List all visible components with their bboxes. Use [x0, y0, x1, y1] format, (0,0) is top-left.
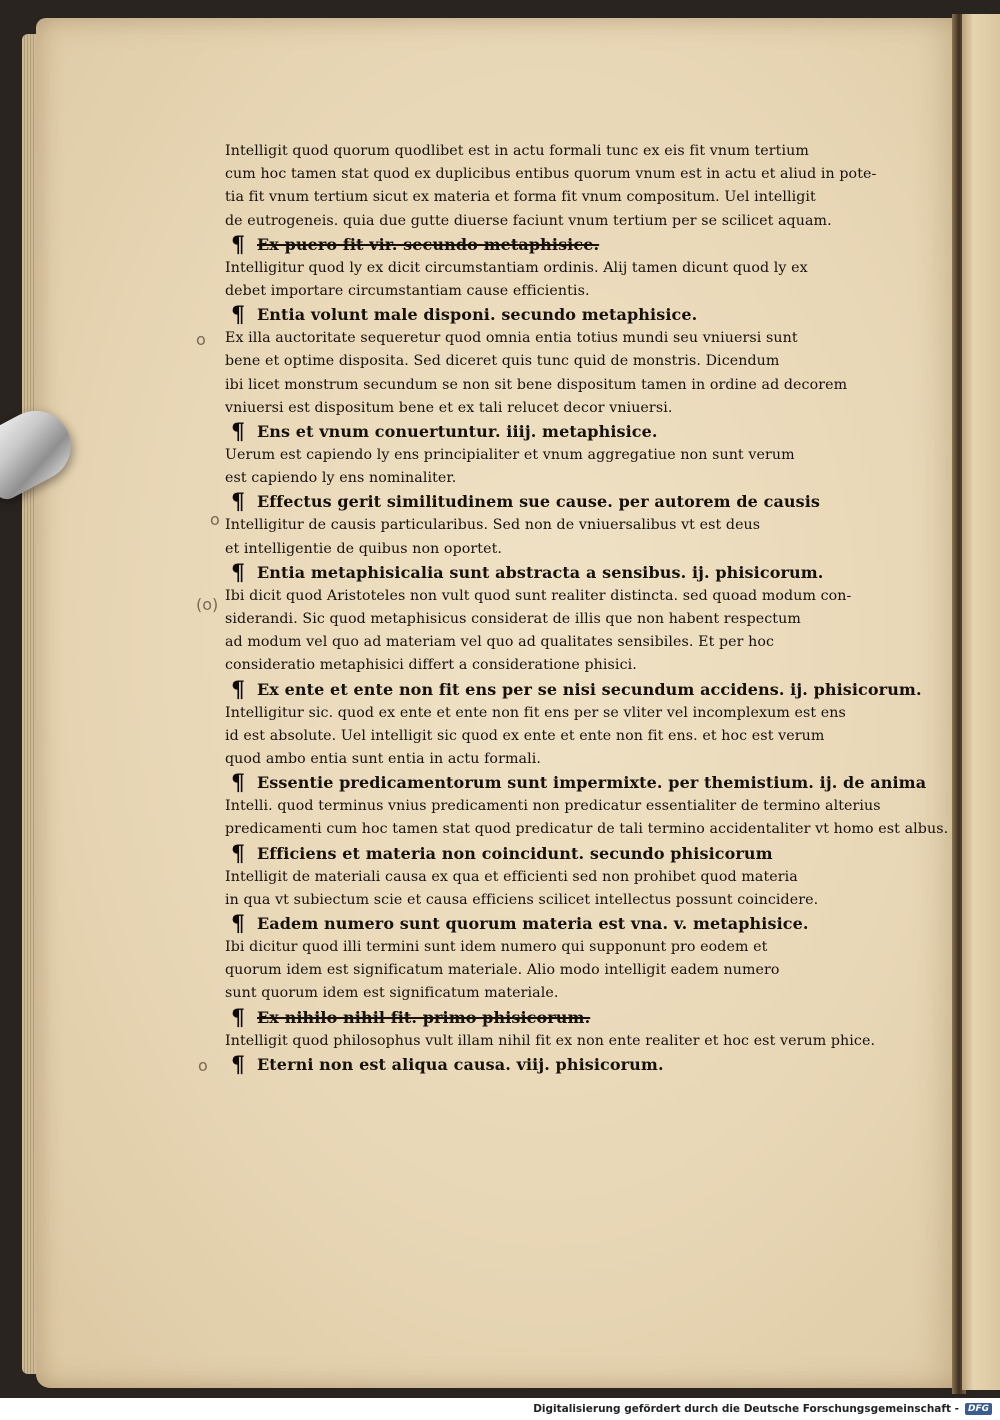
text-entry [225, 912, 885, 1006]
pilcrow-icon: ¶ [230, 911, 246, 938]
text-line: sunt quorum idem est significatum materiale. [225, 985, 559, 1002]
text-line: quod ambo entia sunt entia in actu formali. [225, 751, 541, 768]
text-line: in qua vt subiectum scie et causa efficiens scilicet intellectus possunt coincidere. [225, 891, 819, 908]
entry-heading [225, 912, 885, 936]
text-entry [225, 1006, 885, 1053]
pilcrow-icon: ¶ [230, 1051, 246, 1078]
text-entry [225, 676, 922, 772]
text-line: tia fit vnum tertium sicut ex materia et forma fit vnum compositum. Uel intelligit [225, 189, 816, 206]
text-line: cum hoc tamen stat quod ex duplicibus entibus quorum vnum est in actu et aliud in pote- [225, 166, 877, 183]
margin-mark: o [210, 510, 220, 529]
text-line: siderandi. Sic quod metaphisicus considerat de illis que non habent respectum [225, 611, 801, 628]
text-line: Intelligitur sic. quod ex ente et ente non fit ens per se vliter vel incomplexum est ens [225, 704, 846, 721]
text-line: Intelligit de materiali causa ex qua et efficienti sed non prohibet quod materia [225, 868, 798, 885]
text-line: et intelligentie de quibus non oportet. [225, 540, 502, 557]
text-entry [225, 140, 885, 233]
text-line: Intelli. quod terminus vnius predicamenti non predicatur essentialiter de termino alterius [225, 798, 881, 815]
text-line: ad modum vel quo ad materiam vel quo ad qualitates sensibiles. Et per hoc [225, 634, 775, 651]
text-column [225, 140, 949, 1078]
entry-heading [225, 1006, 885, 1030]
text-entry [225, 420, 885, 490]
pilcrow-icon: ¶ [230, 559, 246, 586]
heading-text: Efficiens et materia non coincidunt. secundo phisicorum [257, 843, 773, 863]
heading-text: Eadem numero sunt quorum materia est vna. v. metaphisice. [257, 914, 809, 934]
entry-heading [225, 420, 885, 444]
pilcrow-icon: ¶ [230, 489, 246, 516]
heading-text: Entia metaphisicalia sunt abstracta a sensibus. ij. phisicorum. [257, 562, 824, 582]
heading-text: Effectus gerit similitudinem sue cause. per autorem de causis [257, 492, 821, 512]
text-line: de eutrogeneis. quia due gutte diuerse faciunt vnum tertium per se scilicet aquam. [225, 212, 832, 229]
pilcrow-icon: ¶ [230, 231, 246, 258]
margin-mark: o [196, 330, 206, 349]
text-entry [225, 770, 949, 841]
entry-heading [225, 561, 885, 585]
pilcrow-icon: ¶ [230, 676, 246, 703]
pilcrow-icon: ¶ [230, 1004, 246, 1031]
heading-text: Ens et vnum conuertuntur. iiij. metaphisice. [257, 422, 658, 442]
heading-text: Ex puero fit vir. secundo metaphisice. [257, 234, 600, 254]
text-line: id est absolute. Uel intelligit sic quod ex ente et ente non fit ens. et hoc est verum [225, 727, 825, 744]
text-line: Ibi dicitur quod illi termini sunt idem numero qui supponunt pro eodem et [225, 939, 768, 956]
text-line: Uerum est capiendo ly ens principialiter et vnum aggregatiue non sunt verum [225, 447, 795, 464]
text-entry [225, 842, 885, 912]
text-line: bene et optime disposita. Sed diceret quis tunc quid de monstris. Dicendum [225, 353, 780, 370]
text-line: Intelligit quod philosophus vult illam nihil fit ex non ente realiter et hoc est verum phice. [225, 1032, 876, 1049]
text-line: vniuersi est dispositum bene et ex tali relucet decor vniuersi. [225, 399, 673, 416]
pilcrow-icon: ¶ [230, 840, 246, 867]
entry-heading [225, 842, 885, 866]
text-line: Intelligitur de causis particularibus. Sed non de vniuersalibus vt est deus [225, 517, 761, 534]
text-line: Intelligitur quod ly ex dicit circumstantiam ordinis. Alij tamen dicunt quod ly ex [225, 259, 808, 276]
text-entry [225, 233, 885, 303]
text-entry [225, 1053, 885, 1077]
text-line: Ibi dicit quod Aristoteles non vult quod sunt realiter distincta. sed quoad modum con- [225, 587, 852, 604]
entry-heading [225, 676, 922, 703]
text-line: quorum idem est significatum materiale. Alio modo intelligit eadem numero [225, 962, 780, 979]
heading-text: Ex ente et ente non fit ens per se nisi secundum accidens. ij. phisicorum. [257, 679, 922, 699]
text-line: consideratio metaphisici differt a consideratione phisici. [225, 657, 637, 674]
heading-text: Essentie predicamentorum sunt impermixte. per themistium. ij. de anima [257, 773, 927, 793]
entry-heading [225, 490, 885, 514]
digitization-footer [0, 1398, 1000, 1420]
margin-mark: (o) [196, 595, 219, 614]
text-line: Intelligit quod quorum quodlibet est in actu formali tunc ex eis fit vnum tertium [225, 143, 809, 159]
heading-text: Eterni non est aliqua causa. viij. phisicorum. [257, 1054, 664, 1074]
text-line: debet importare circumstantiam cause efficientis. [225, 283, 590, 300]
margin-mark: o [198, 1056, 208, 1075]
text-line: predicamenti cum hoc tamen stat quod predicatur de tali termino accidentaliter vt homo est albus. [225, 821, 949, 838]
heading-text: Entia volunt male disponi. secundo metaphisice. [257, 305, 698, 325]
entry-heading [225, 303, 885, 327]
pilcrow-icon: ¶ [230, 419, 246, 446]
pilcrow-icon: ¶ [230, 302, 246, 329]
dfg-logo-icon: DFG [965, 1403, 992, 1415]
text-entry [225, 303, 885, 420]
text-line: ibi licet monstrum secundum se non sit bene dispositum tamen in ordine ad decorem [225, 376, 848, 393]
entry-heading [225, 770, 927, 797]
entry-heading [225, 1053, 885, 1077]
entry-heading [225, 233, 885, 257]
text-entry [225, 561, 885, 678]
text-line: est capiendo ly ens nominaliter. [225, 470, 457, 487]
text-line: Ex illa auctoritate sequeretur quod omnia entia totius mundi seu vniuersi sunt [225, 330, 798, 347]
text-entry [225, 490, 885, 560]
footer-credit: Digitalisierung gefördert durch die Deutsche Forschungsgemeinschaft - [533, 1403, 959, 1415]
heading-text: Ex nihilo nihil fit. primo phisicorum. [257, 1007, 591, 1027]
pilcrow-icon: ¶ [230, 770, 246, 797]
facing-page-edge [962, 14, 1000, 1390]
